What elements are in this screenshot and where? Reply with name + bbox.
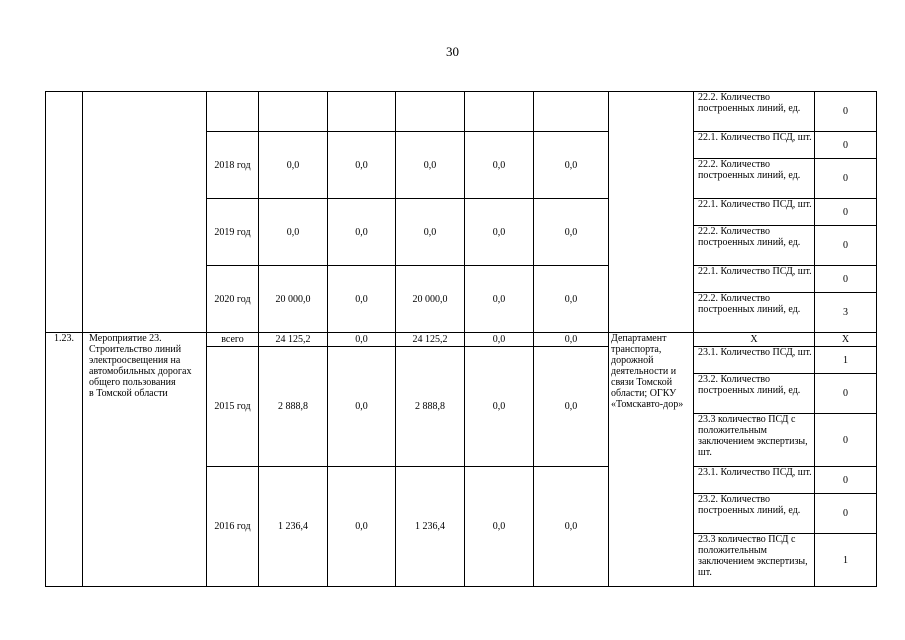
indicator-text: X (694, 333, 815, 347)
indicator-value: 1 (815, 347, 877, 374)
cell-value: 0,0 (328, 266, 396, 333)
indicator-text: 22.2. Количество построенных линий, ед. (694, 293, 815, 333)
cell-value: 0,0 (534, 266, 609, 333)
indicator-text: 23.3 количество ПСД с положительным заключением экспертизы, шт. (694, 534, 815, 587)
cell-value (328, 92, 396, 132)
cell-value: 20 000,0 (396, 266, 465, 333)
indicator-text: 23.2. Количество построенных линий, ед. (694, 494, 815, 534)
indicator-value: 0 (815, 374, 877, 414)
cell-executor (609, 92, 694, 333)
cell-value: 0,0 (534, 467, 609, 587)
indicator-value: 0 (815, 494, 877, 534)
table-row (46, 333, 877, 347)
cell-value: 2 888,8 (259, 347, 328, 467)
cell-value: 24 125,2 (396, 333, 465, 347)
cell-value: 0,0 (465, 132, 534, 199)
cell-value: 0,0 (534, 199, 609, 266)
cell-value: 0,0 (534, 132, 609, 199)
indicator-value: 0 (815, 199, 877, 226)
cell-value: 0,0 (259, 132, 328, 199)
indicator-text: 23.1. Количество ПСД, шт. (694, 347, 815, 374)
indicator-value: 0 (815, 132, 877, 159)
indicator-value: X (815, 333, 877, 347)
page-number: 30 (446, 44, 459, 59)
indicator-text: 22.2. Количество построенных линий, ед. (694, 159, 815, 199)
cell-value: 0,0 (534, 333, 609, 347)
cell-value: 2 888,8 (396, 347, 465, 467)
cell-value: 0,0 (465, 333, 534, 347)
cell-year: 2018 год (207, 132, 259, 199)
cell-value: 0,0 (328, 199, 396, 266)
cell-value (465, 92, 534, 132)
cell-number (46, 92, 83, 333)
cell-year: всего (207, 333, 259, 347)
cell-year: 2020 год (207, 266, 259, 333)
indicator-value: 0 (815, 226, 877, 266)
table-row (46, 92, 877, 132)
measure-executor: Департамент транспорта, дорожной деятельности и связи Томской области; ОГКУ «Томскавто-дор» (609, 333, 694, 587)
program-table (45, 91, 877, 587)
indicator-text: 23.2. Количество построенных линий, ед. (694, 374, 815, 414)
cell-value: 1 236,4 (259, 467, 328, 587)
indicator-value: 0 (815, 92, 877, 132)
cell-value: 0,0 (259, 199, 328, 266)
cell-year: 2015 год (207, 347, 259, 467)
cell-description (83, 92, 207, 333)
cell-value: 0,0 (465, 467, 534, 587)
cell-value: 0,0 (396, 132, 465, 199)
cell-year (207, 92, 259, 132)
cell-value: 0,0 (328, 347, 396, 467)
indicator-text: 22.1. Количество ПСД, шт. (694, 132, 815, 159)
indicator-value: 0 (815, 467, 877, 494)
cell-year: 2019 год (207, 199, 259, 266)
indicator-value: 1 (815, 534, 877, 587)
indicator-text: 22.1. Количество ПСД, шт. (694, 199, 815, 226)
cell-value (396, 92, 465, 132)
cell-value: 0,0 (328, 467, 396, 587)
cell-value: 0,0 (465, 347, 534, 467)
indicator-text: 23.3 количество ПСД с положительным заключением экспертизы, шт. (694, 414, 815, 467)
cell-year: 2016 год (207, 467, 259, 587)
cell-value (534, 92, 609, 132)
indicator-text: 22.2. Количество построенных линий, ед. (694, 226, 815, 266)
cell-value: 1 236,4 (396, 467, 465, 587)
cell-value: 0,0 (328, 132, 396, 199)
cell-value: 20 000,0 (259, 266, 328, 333)
indicator-value: 0 (815, 414, 877, 467)
measure-description: Мероприятие 23. Строительство линий электроосвещения на автомобильных дорогах общего пользования в Томской области (83, 333, 207, 587)
indicator-value: 0 (815, 159, 877, 199)
cell-value: 0,0 (465, 266, 534, 333)
cell-value (259, 92, 328, 132)
indicator-text: 22.2. Количество построенных линий, ед. (694, 92, 815, 132)
indicator-value: 3 (815, 293, 877, 333)
measure-number: 1.23. (46, 333, 83, 587)
indicator-text: 22.1. Количество ПСД, шт. (694, 266, 815, 293)
indicator-text: 23.1. Количество ПСД, шт. (694, 467, 815, 494)
cell-value: 0,0 (465, 199, 534, 266)
cell-value: 0,0 (534, 347, 609, 467)
cell-value: 0,0 (328, 333, 396, 347)
cell-value: 24 125,2 (259, 333, 328, 347)
indicator-value: 0 (815, 266, 877, 293)
cell-value: 0,0 (396, 199, 465, 266)
